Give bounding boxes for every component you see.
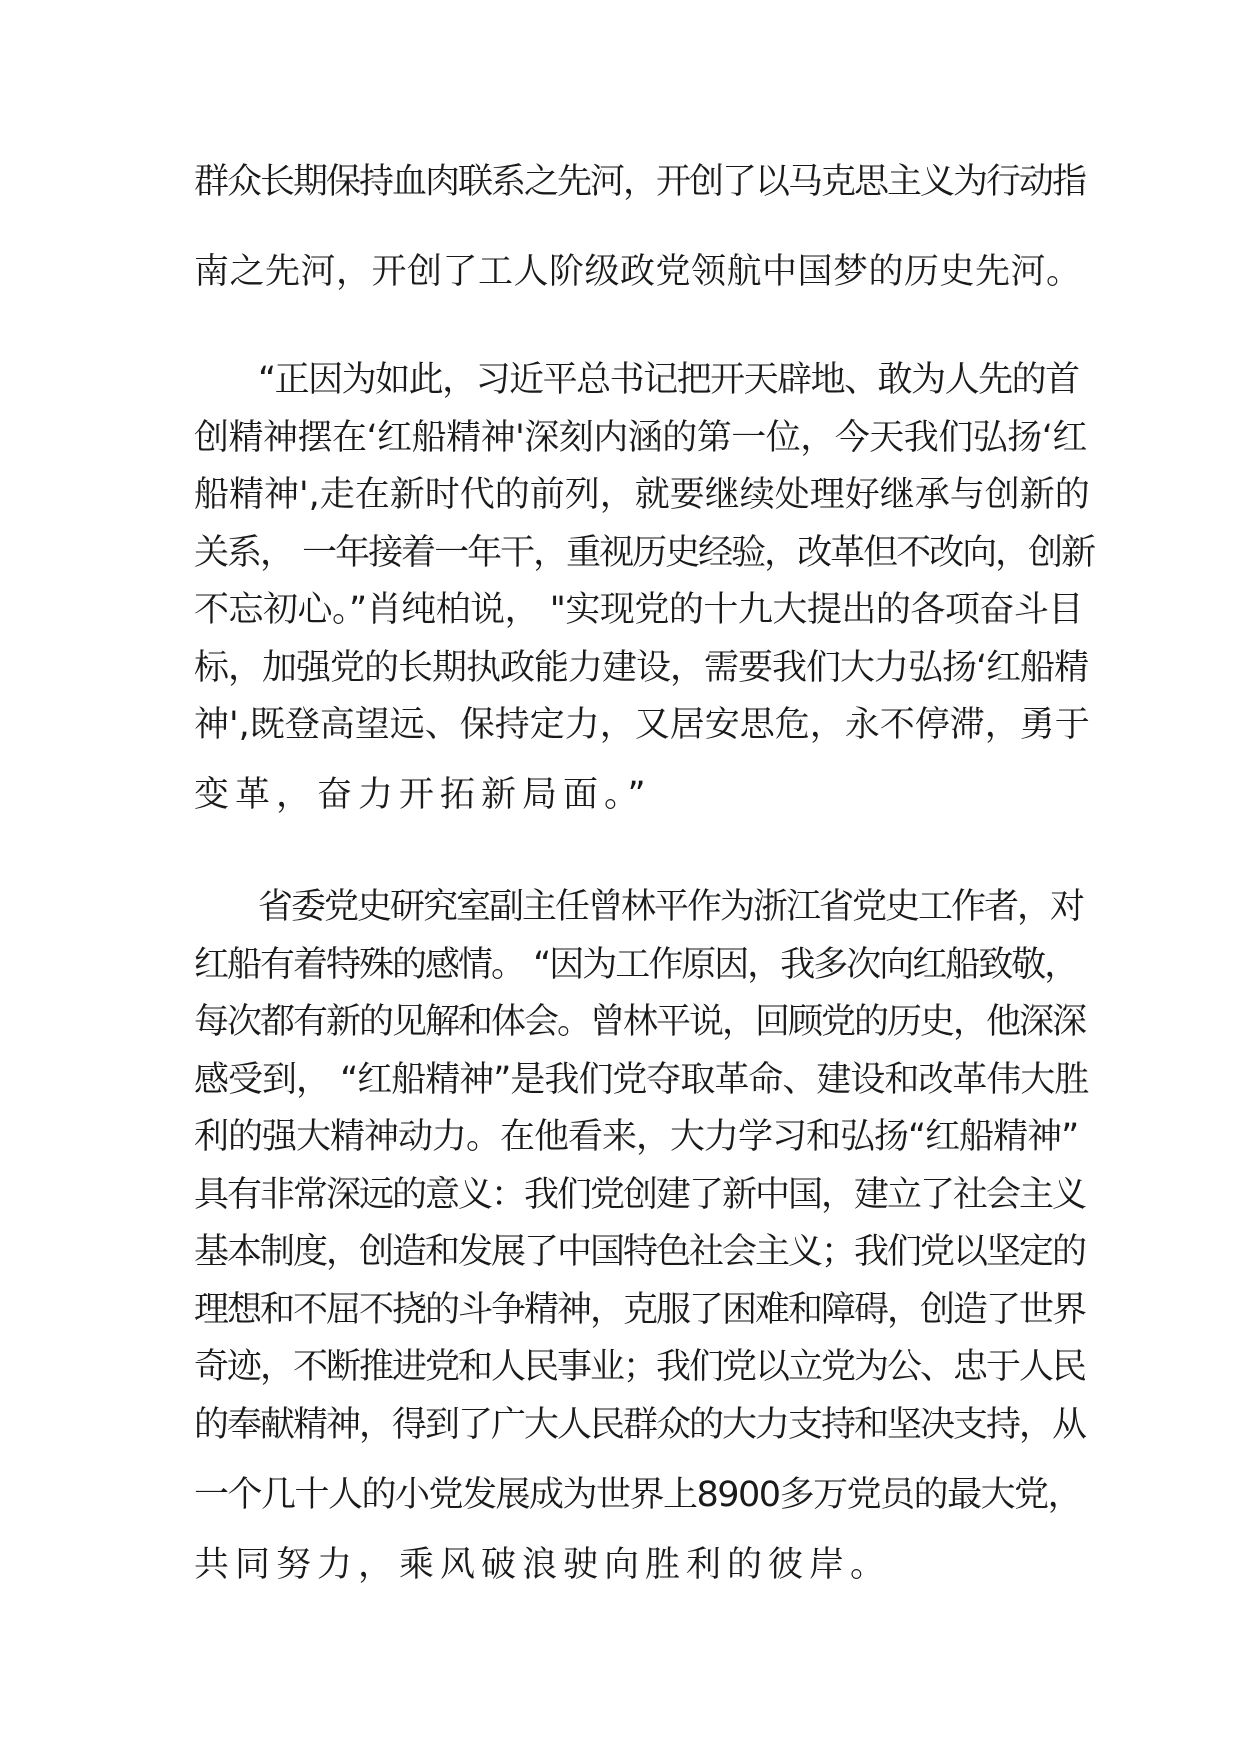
body-text-line: 的奉献精神，得到了广大人民群众的大力支持和坚决支持，从 xyxy=(194,1405,1086,1445)
body-text-line: 理想和不屈不挠的斗争精神，克服了困难和障碍，创造了世界 xyxy=(194,1290,1086,1330)
body-text-line: 红船有着特殊的感情。 “因为工作原因，我多次向红船致敬， xyxy=(194,945,1078,985)
body-text-line: 关系， 一年接着一年干，重视历史经验，改革但不改向，创新 xyxy=(194,533,1095,573)
body-text-line: 船精神',走在新时代的前列，就要继续处理好继承与创新的 xyxy=(194,475,1090,515)
body-text-line: 一个几十人的小党发展成为世界上8900多万党员的最大党， xyxy=(194,1475,1082,1515)
body-text-line: 每次都有新的见解和体会。曾林平说，回顾党的历史，他深深 xyxy=(194,1002,1086,1042)
body-text-line: 不忘初心。”肖纯柏说， "实现党的十九大提出的各项奋斗目 xyxy=(194,590,1083,630)
body-text-line: 利的强大精神动力。在他看来，大力学习和弘扬“红船精神” xyxy=(194,1117,1079,1157)
body-text-line: 变革，奋力开拓新局面。” xyxy=(194,775,652,815)
body-text-line: 群众长期保持血肉联系之先河，开创了以马克思主义为行动指 xyxy=(194,162,1086,202)
body-text-line: 南之先河，开创了工人阶级政党领航中国梦的历史先河。 xyxy=(194,252,1082,292)
body-text-line: 共同努力，乘风破浪驶向胜利的彼岸。 xyxy=(194,1545,892,1585)
body-text-line: 标，加强党的长期执政能力建设，需要我们大力弘扬‘红船精 xyxy=(194,648,1089,688)
body-text-line: 神',既登高望远、保持定力，又居安思危，永不停滞，勇于 xyxy=(194,705,1090,745)
body-text-line: 奇迹，不断推进党和人民事业；我们党以立党为公、忠于人民 xyxy=(194,1347,1086,1387)
body-text-line: 创精神摆在‘红船精神'深刻内涵的第一位，今天我们弘扬‘红 xyxy=(194,418,1087,458)
body-text-line: 感受到， “红船精神”是我们党夺取革命、建设和改革伟大胜 xyxy=(194,1060,1089,1100)
body-text-line: “正因为如此，习近平总书记把开天辟地、敢为人先的首 xyxy=(258,360,1079,400)
body-text-line: 具有非常深远的意义：我们党创建了新中国，建立了社会主义 xyxy=(194,1175,1086,1215)
body-text-line: 省委党史研究室副主任曾林平作为浙江省党史工作者，对 xyxy=(258,887,1084,927)
body-text-line: 基本制度，创造和发展了中国特色社会主义；我们党以坚定的 xyxy=(194,1232,1086,1272)
